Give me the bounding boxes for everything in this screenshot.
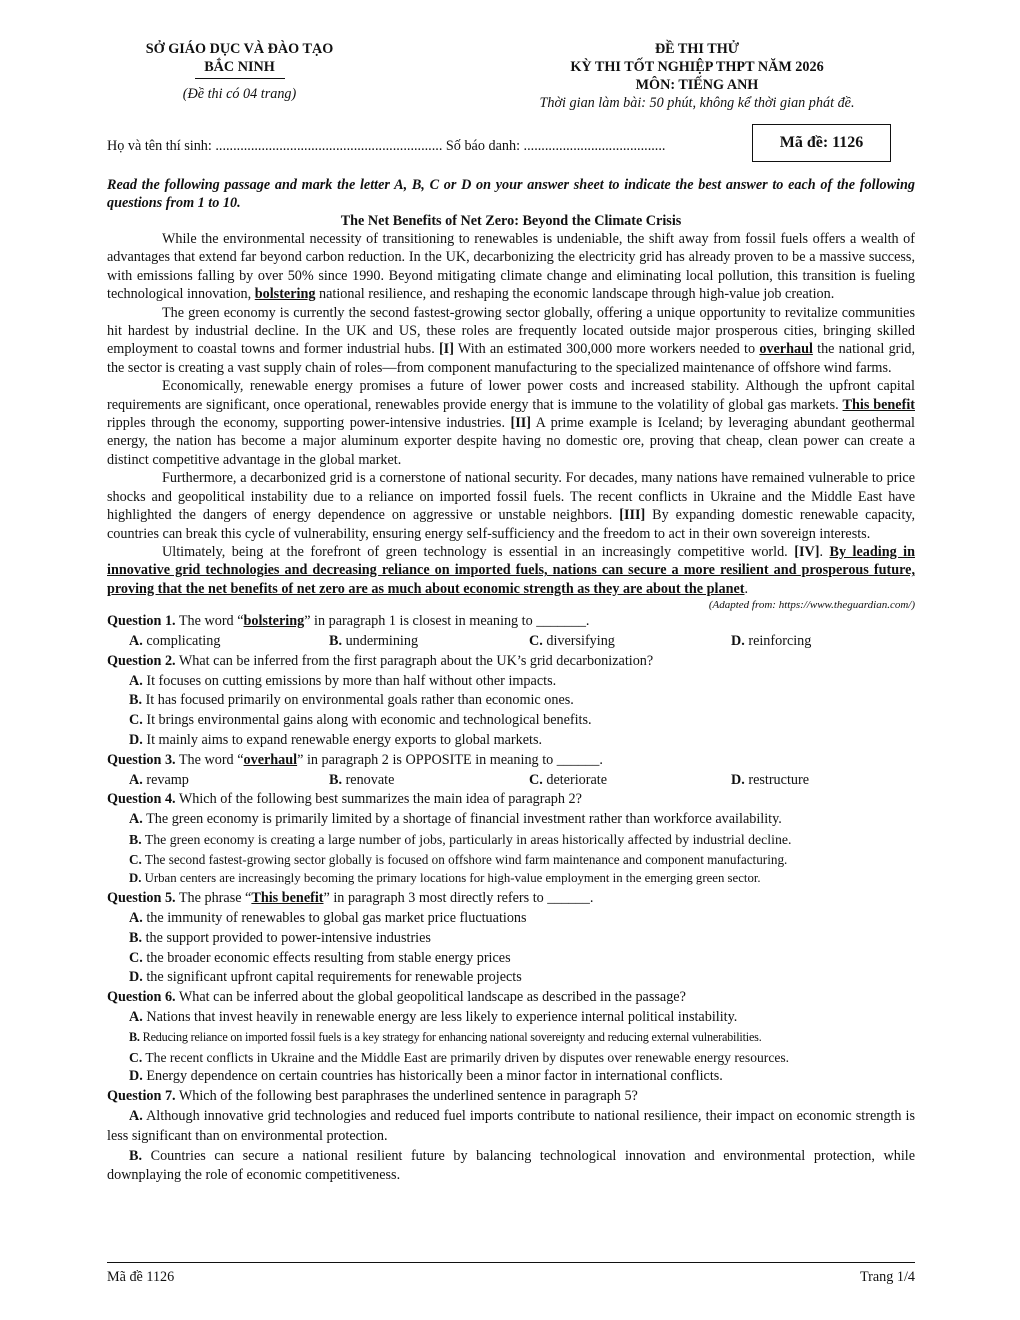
- footer-exam-code: Mã đề 1126: [107, 1269, 175, 1285]
- option-a[interactable]: [107, 1107, 915, 1147]
- option-text: Countries can secure a national resilient future by balancing technological innovation and environmental protection, while downplaying the role of economic competitiveness.: [107, 1147, 916, 1184]
- option-letter: C.: [129, 949, 143, 966]
- question-text: The phrase “: [175, 890, 252, 907]
- option-letter: D.: [129, 1068, 143, 1085]
- option-c[interactable]: [107, 711, 915, 731]
- p5-text-mid: .: [819, 543, 830, 560]
- option-text: The green economy is primarily limited by a shortage of financial investment rather than workforce availability.: [146, 811, 782, 828]
- marker-iii: [III]: [619, 507, 646, 524]
- question-text: What can be inferred about the global geopolitical landscape as described in the passage?: [175, 989, 686, 1006]
- question-number: Question 4.: [107, 791, 176, 808]
- option-a[interactable]: [107, 672, 915, 692]
- p1-text: While the environmental necessity of transitioning to renewables is undeniable, the shift away from fossil fuels offers a wealth of advantages that extend far beyond carbon reduction. In the UK, decarbonizing the electricity grid has already proven to be a massive success, with emissions falling by over 50% since 1990. Beyond mitigating climate change and eliminating local pollution, this transition is fueling technological innovation,: [107, 231, 915, 303]
- p2-text-mid: With an estimated 300,000 more workers needed to: [453, 341, 760, 358]
- marker-iv: [IV]: [794, 543, 820, 560]
- paragraph-1: [107, 230, 915, 304]
- marker-ii: [II]: [510, 415, 531, 432]
- exam-subject: MÔN: TIẾNG ANH: [635, 77, 759, 93]
- p3-text: Economically, renewable energy promises a future of lower power costs and increased stability. Although the upfront capital requirements are significant, once operational, renewables provide energy that is immune to the volatility of global gas markets.: [107, 378, 915, 413]
- option-a[interactable]: [107, 1008, 915, 1028]
- option-text: Although innovative grid technologies and reduced fuel imports contribute to national resilience, their impact on economic strength is less significant than on environmental protection.: [107, 1108, 915, 1144]
- question-text-end: ” in paragraph 1 is closest in meaning to _______.: [304, 613, 590, 630]
- question-target-phrase: This benefit: [251, 890, 324, 907]
- option-letter: B.: [129, 929, 143, 946]
- exam-code-box: Mã đề: 1126: [752, 124, 891, 162]
- p5-text-end: .: [744, 580, 749, 597]
- option-letter: C.: [529, 771, 543, 788]
- question-text: What can be inferred from the first paragraph about the UK’s grid decarbonization?: [175, 652, 654, 669]
- option-text: the support provided to power-intensive industries: [145, 929, 431, 946]
- option-letter: C.: [129, 712, 143, 729]
- option-text: deteriorate: [546, 771, 607, 788]
- option-b[interactable]: [329, 632, 529, 652]
- option-c[interactable]: [107, 850, 915, 870]
- option-c[interactable]: [107, 949, 915, 969]
- option-letter: B.: [129, 831, 142, 847]
- candidate-row: [107, 124, 915, 166]
- option-text: undermining: [345, 632, 419, 649]
- option-letter: D.: [129, 731, 143, 748]
- option-letter: C.: [129, 851, 142, 867]
- option-letter: D.: [129, 871, 142, 886]
- p3-text-mid: ripples through the economy, supporting power-intensive industries.: [107, 415, 511, 432]
- question-2: [107, 652, 915, 672]
- option-text: revamp: [146, 771, 189, 788]
- paragraph-4: [107, 469, 915, 543]
- option-letter: B.: [129, 692, 143, 709]
- option-text: It has focused primarily on environmental goals rather than economic ones.: [145, 692, 574, 709]
- p1-underlined-word: bolstering: [254, 286, 316, 303]
- option-b[interactable]: [107, 929, 915, 949]
- option-d[interactable]: [107, 731, 915, 751]
- p5-underlined-sentence: By leading in innovative grid technologies and decreasing reliance on imported fuels, nations can secure a more resilient and prosperous future, proving that the net benefits of net zero are as much about economic strength as they are about the planet: [107, 543, 915, 597]
- option-text: reinforcing: [748, 632, 812, 649]
- option-b[interactable]: [107, 691, 915, 711]
- option-letter: B.: [129, 1147, 143, 1164]
- question-number: Question 7.: [107, 1088, 176, 1105]
- marker-i: [I]: [438, 341, 454, 358]
- option-c[interactable]: [107, 1048, 915, 1068]
- passage-source: (Adapted from: https://www.theguardian.com/): [708, 599, 915, 612]
- pages-note: (Đề thi có 04 trang): [182, 86, 297, 102]
- option-a[interactable]: [129, 771, 329, 791]
- option-a[interactable]: [129, 632, 329, 652]
- option-b[interactable]: [107, 1147, 915, 1187]
- option-d[interactable]: [107, 968, 915, 988]
- option-text: restructure: [748, 771, 810, 788]
- p1-text-end: national resilience, and reshaping the economic landscape through high-value job creation.: [315, 286, 835, 303]
- option-letter: C.: [529, 632, 543, 649]
- option-text: the broader economic effects resulting from stable energy prices: [146, 949, 511, 966]
- question-number: Question 1.: [107, 613, 176, 630]
- header-divider: [195, 78, 285, 79]
- option-a[interactable]: [107, 810, 915, 830]
- exam-page: [107, 40, 915, 1186]
- exam-info-block: [477, 40, 917, 112]
- question-5: [107, 889, 915, 909]
- option-letter: A.: [129, 771, 143, 788]
- option-c[interactable]: [529, 632, 731, 652]
- option-text: diversifying: [546, 632, 615, 649]
- exam-name: KỲ THI TỐT NGHIỆP THPT NĂM 2026: [570, 59, 824, 75]
- option-a[interactable]: [107, 909, 915, 929]
- option-c[interactable]: [529, 771, 731, 791]
- p3-text-end: A prime example is Iceland; by leveraging abundant geothermal energy, the nation has become a major aluminum exporter despite having no domestic ore, proving that cheap, clean power can create a distinct competitive advantage in the global market.: [107, 415, 915, 468]
- option-text: renovate: [345, 771, 395, 788]
- candidate-name-field: Họ và tên thí sinh: ................................................................: [107, 138, 443, 154]
- paragraph-5: [107, 543, 915, 598]
- option-letter: D.: [731, 771, 745, 788]
- option-letter: B.: [129, 1029, 140, 1044]
- passage-title: The Net Benefits of Net Zero: Beyond the Climate Crisis: [340, 213, 682, 229]
- option-letter: D.: [731, 632, 745, 649]
- option-text: Urban centers are increasingly becoming the primary locations for high-value employment in the emerging green sector.: [144, 871, 761, 886]
- option-letter: B.: [329, 632, 343, 649]
- option-d[interactable]: [731, 632, 811, 652]
- department-block: [107, 40, 372, 103]
- option-text: Reducing reliance on imported fossil fuels is a key strategy for enhancing national sovereignty and reducing external vulnerabilities.: [142, 1029, 762, 1044]
- option-text: Energy dependence on certain countries has historically been a minor factor in international conflicts.: [146, 1068, 723, 1085]
- question-text-end: ” in paragraph 2 is OPPOSITE in meaning to ______.: [297, 751, 603, 768]
- question-7: [107, 1087, 915, 1107]
- p5-text: Ultimately, being at the forefront of green technology is essential in an increasingly competitive world.: [162, 543, 795, 560]
- candidate-id-field: Số báo danh: ........................................: [445, 138, 666, 154]
- exam-header: [107, 40, 915, 122]
- option-letter: A.: [129, 672, 143, 689]
- option-letter: A.: [129, 811, 143, 828]
- option-d[interactable]: [731, 771, 809, 791]
- question-target-word: bolstering: [243, 613, 305, 630]
- question-3-options: [107, 771, 915, 791]
- p2-text: The green economy is currently the second fastest-growing sector globally, offering a unique opportunity to revitalize communities hit hardest by industrial decline. In the UK and US, these roles are frequently located outside major prosperous cities, bringing skilled employment to coastal towns and former industrial hubs.: [107, 304, 915, 358]
- question-text: The word “: [175, 751, 244, 768]
- question-number: Question 2.: [107, 652, 176, 669]
- option-letter: A.: [129, 910, 143, 927]
- option-text: The recent conflicts in Ukraine and the Middle East are primarily driven by disputes over renewable energy resources.: [145, 1049, 790, 1065]
- question-text: Which of the following best paraphrases the underlined sentence in paragraph 5?: [175, 1088, 638, 1105]
- question-text: Which of the following best summarizes the main idea of paragraph 2?: [175, 791, 582, 808]
- question-target-word: overhaul: [243, 751, 298, 768]
- option-text: complicating: [146, 632, 221, 649]
- instruction: Read the following passage and mark the letter A, B, C or D on your answer sheet to indicate the best answer to each of the following questions from 1 to 10.: [107, 177, 915, 211]
- p4-text: Furthermore, a decarbonized grid is a cornerstone of national security. For decades, many nations have remained vulnerable to price shocks and geopolitical instability due to a reliance on imported fossil fuels. The recent conflicts in Ukraine and the Middle East have highlighted the dangers of energy dependence on aggressive or unstable neighbors.: [107, 470, 915, 524]
- question-4: [107, 790, 915, 810]
- question-text-end: ” in paragraph 3 most directly refers to ______.: [323, 890, 594, 907]
- department-name: SỞ GIÁO DỤC VÀ ĐÀO TẠO: [145, 41, 334, 57]
- candidate-fields: [107, 138, 665, 155]
- option-letter: D.: [129, 969, 143, 986]
- option-text: Nations that invest heavily in renewable energy are less likely to experience internal political instability.: [146, 1009, 738, 1026]
- question-number: Question 3.: [107, 751, 176, 768]
- p2-underlined-word: overhaul: [759, 341, 813, 358]
- question-1: [107, 612, 915, 632]
- page-footer: [107, 1262, 915, 1285]
- p3-underlined-phrase: This benefit: [842, 396, 915, 413]
- footer-page-number: Trang 1/4: [859, 1269, 915, 1285]
- question-1-options: [107, 632, 915, 652]
- option-b[interactable]: [329, 771, 529, 791]
- option-text: the significant upfront capital requirements for renewable projects: [146, 969, 522, 986]
- option-d[interactable]: [107, 869, 915, 889]
- p4-text-end: By expanding domestic renewable capacity, countries can break this cycle of vulnerability, ensuring energy self-sufficiency and the freedom to act in their own sovereign interests.: [107, 507, 915, 542]
- option-letter: C.: [129, 1049, 143, 1065]
- option-b[interactable]: [107, 1028, 915, 1048]
- exam-title: ĐỀ THI THỬ: [654, 41, 740, 57]
- p2-text-end: the national grid, the sector is creating a vast supply chain of roles—from component manufacturing to the specialized maintenance of offshore wind farms.: [107, 341, 915, 376]
- question-6: [107, 988, 915, 1008]
- option-b[interactable]: [107, 830, 915, 850]
- question-number: Question 6.: [107, 989, 176, 1006]
- paragraph-2: [107, 304, 915, 378]
- question-3: [107, 751, 915, 771]
- option-text: the immunity of renewables to global gas market price fluctuations: [146, 910, 527, 927]
- question-number: Question 5.: [107, 890, 176, 907]
- option-text: It brings environmental gains along with economic and technological benefits.: [146, 712, 592, 729]
- option-letter: A.: [129, 1009, 143, 1026]
- option-text: The green economy is creating a large number of jobs, particularly in areas historically affected by industrial decline.: [144, 831, 792, 847]
- option-text: It focuses on cutting emissions by more than half without other impacts.: [146, 672, 557, 689]
- option-text: The second fastest-growing sector globally is focused on offshore wind farm maintenance and component manufacturing.: [144, 851, 788, 867]
- paragraph-3: [107, 377, 915, 469]
- option-d[interactable]: [107, 1067, 915, 1087]
- option-text: It mainly aims to expand renewable energy exports to global markets.: [146, 731, 543, 748]
- option-letter: A.: [129, 632, 143, 649]
- option-letter: B.: [329, 771, 343, 788]
- province-name: BẮC NINH: [204, 59, 275, 75]
- question-text: The word “: [175, 613, 244, 630]
- exam-time: Thời gian làm bài: 50 phút, không kể thời gian phát đề.: [539, 95, 855, 111]
- option-letter: A.: [129, 1108, 143, 1125]
